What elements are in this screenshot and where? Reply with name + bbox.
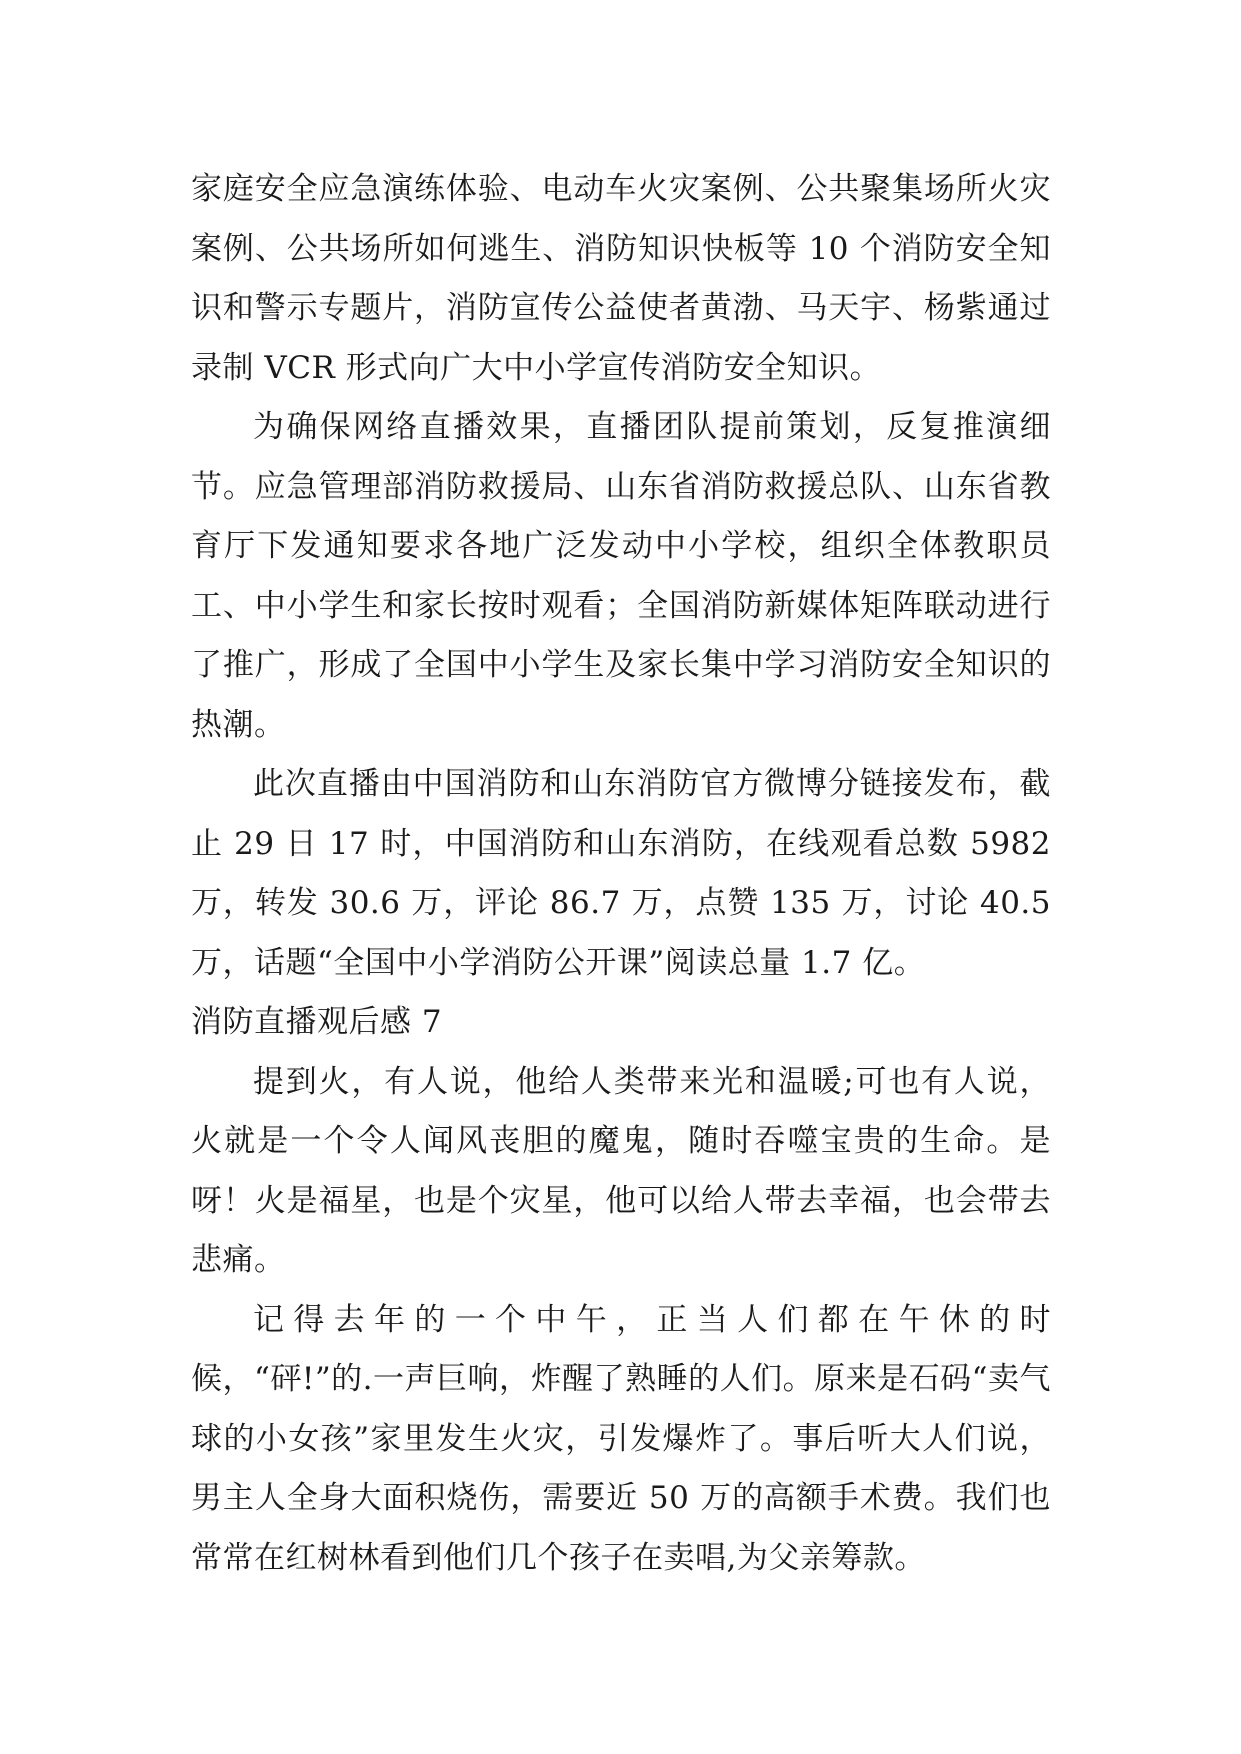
paragraph-4: 提到火，有人说，他给人类带来光和温暖;可也有人说，火就是一个令人闻风丧胆的魔鬼，随时吞噬宝贵的生命。是呀！火是福星，也是个灾星，他可以给人带去幸福，也会带去悲痛。 [191, 1063, 1051, 1278]
paragraph-2: 为确保网络直播效果，直播团队提前策划，反复推演细节。应急管理部消防救援局、山东省消防救援总队、山东省教育厅下发通知要求各地广泛发动中小学校，组织全体教职员工、中小学生和家长按时观看；全国消防新媒体矩阵联动进行了推广，形成了全国中小学生及家长集中学习消防安全知识的热潮。 [191, 409, 1051, 743]
paragraph-3: 此次直播由中国消防和山东消防官方微博分链接发布，截止 29 日 17 时，中国消防和山东消防，在线观看总数 5982 万，转发 30.6 万，评论 86.7 万，点赞 135 万，讨论 40.5 万，话题“全国中小学消防公开课”阅读总量 1.7 亿。 [191, 766, 1051, 981]
section-title: 消防直播观后感 7 [191, 1004, 443, 1040]
paragraph-5: 记得去年的一个中午，正当人们都在午休的时候，“砰!”的.一声巨响，炸醒了熟睡的人们。原来是石码“卖气球的小女孩”家里发生火灾，引发爆炸了。事后听大人们说，男主人全身大面积烧伤，需要近 50 万的高额手术费。我们也常常在红树林看到他们几个孩子在卖唱,为父亲筹款。 [191, 1301, 1051, 1576]
paragraph-1: 家庭安全应急演练体验、电动车火灾案例、公共聚集场所火灾案例、公共场所如何逃生、消防知识快板等 10 个消防安全知识和警示专题片，消防宣传公益使者黄渤、马天宇、杨紫通过录制 VCR 形式向广大中小学宣传消防安全知识。 [191, 171, 1051, 386]
document-body [191, 160, 1051, 1588]
